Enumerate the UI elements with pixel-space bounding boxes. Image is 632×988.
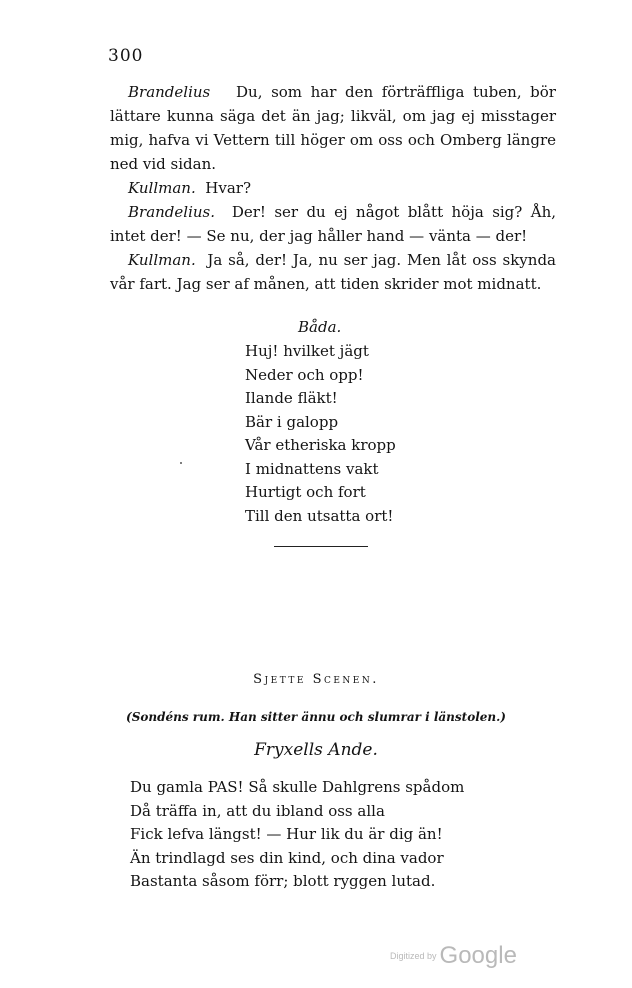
verse-line: Du gamla PAS! Så skulle Dahlgrens spådom bbox=[130, 778, 465, 796]
dialogue-line bbox=[110, 80, 556, 176]
song-title: Båda. bbox=[298, 318, 342, 336]
verse-line: Bastanta såsom förr; blott ryggen lutad. bbox=[130, 872, 436, 890]
speech-text: Ja så, der! Ja, nu ser jag. Men låt oss skynda vår fart. Jag ser af månen, att tiden skrider mot midnatt. bbox=[110, 251, 556, 293]
google-logo: Google bbox=[439, 942, 517, 969]
speaker-name: Brandelius. bbox=[128, 203, 215, 221]
speech-text: Hvar? bbox=[205, 179, 251, 197]
song-line: Huj! hvilket jägt bbox=[245, 342, 369, 360]
song-line: Till den utsatta ort! bbox=[245, 506, 394, 525]
digitized-label: Digitized by bbox=[390, 951, 437, 961]
scene-verse bbox=[130, 776, 464, 894]
page-number: 300 bbox=[108, 46, 144, 66]
stage-direction: (Sondéns rum. Han sitter ännu och slumrar i länstolen.) bbox=[126, 710, 506, 724]
song-line: Bär i galopp bbox=[245, 412, 339, 431]
song-line: Vår etheriska kropp bbox=[245, 436, 396, 454]
song-verse bbox=[245, 340, 396, 528]
verse-line: Då träffa in, att du ibland oss alla bbox=[130, 801, 385, 820]
digitized-watermark bbox=[390, 942, 517, 970]
ink-speck bbox=[180, 462, 182, 464]
speech-text: Der! ser du ej något blått höja sig? Åh, intet der! — Se nu, der jag håller hand — vänta — der! bbox=[110, 203, 556, 245]
scene-speaker: Fryxells Ande. bbox=[254, 740, 378, 760]
song-line: Ilande fläkt! bbox=[245, 389, 338, 407]
song-line: Hurtigt och fort bbox=[245, 483, 366, 501]
song-line: I midnattens vakt bbox=[245, 459, 379, 478]
speaker-name: Kullman. bbox=[128, 179, 196, 197]
speech-text: Du, som har den förträffliga tuben, bör lättare kunna säga det än jag; likväl, om jag ej misstager mig, hafva vi Vettern till höger om oss och Omberg längre ned vid sidan. bbox=[110, 83, 556, 173]
dialogue-line bbox=[110, 248, 556, 296]
section-divider bbox=[274, 546, 368, 547]
speaker-name: Kullman. bbox=[128, 251, 196, 269]
scene-heading: Sjette Scenen. bbox=[253, 672, 379, 687]
verse-line: Fick lefva längst! — Hur lik du är dig än! bbox=[130, 825, 443, 843]
speaker-name: Brandelius bbox=[128, 83, 211, 101]
dialogue-line bbox=[110, 200, 556, 248]
verse-line: Än trindlagd ses din kind, och dina vador bbox=[130, 848, 444, 867]
dialogue-block bbox=[110, 80, 556, 296]
dialogue-line bbox=[110, 176, 556, 200]
song-line: Neder och opp! bbox=[245, 365, 364, 384]
